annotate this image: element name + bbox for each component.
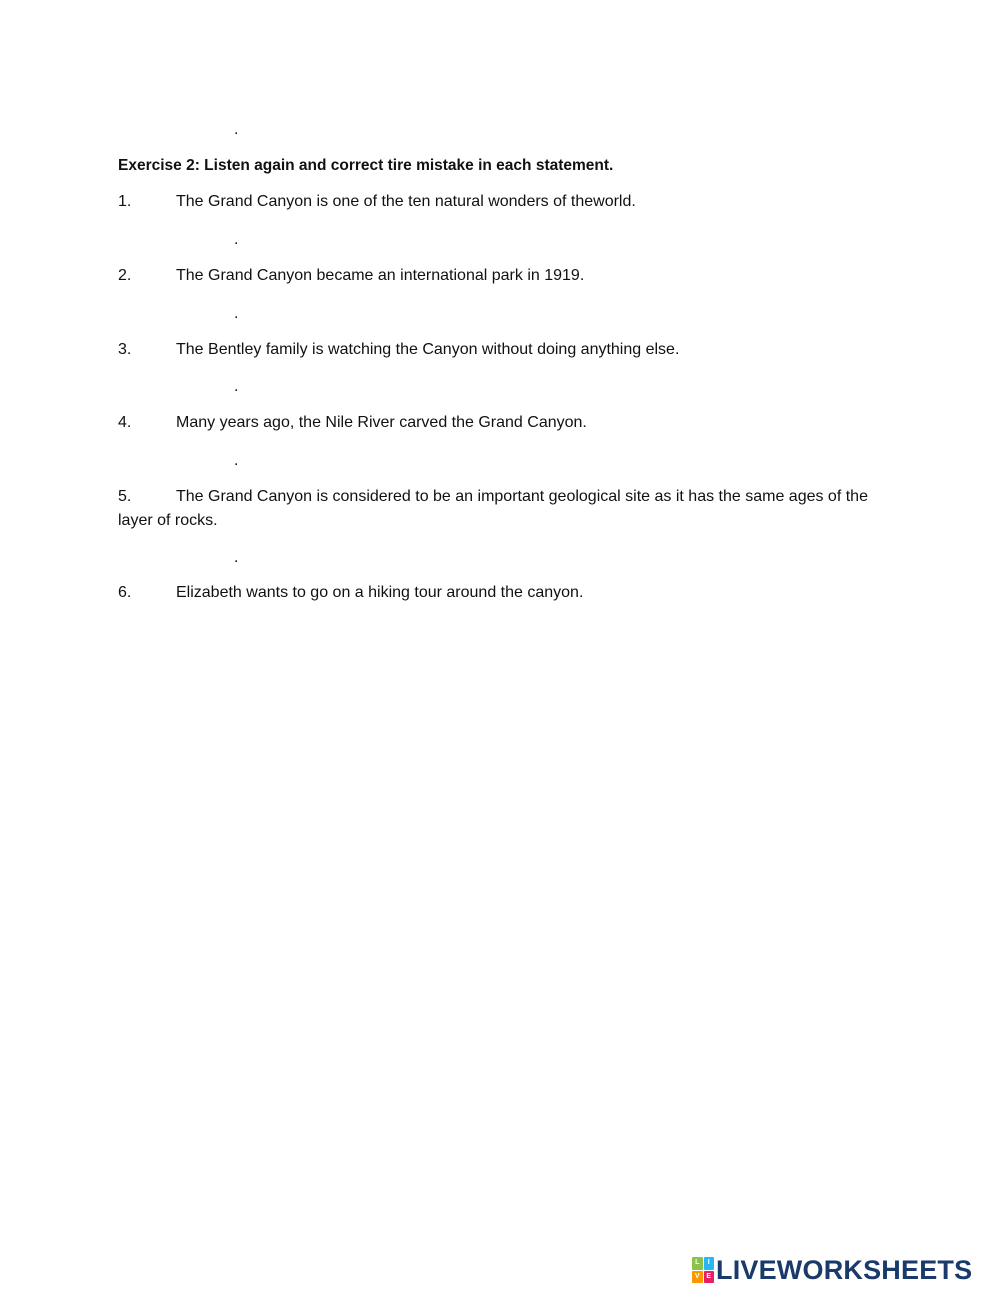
statement-text: Elizabeth wants to go on a hiking tour around the canyon. bbox=[176, 584, 584, 601]
answer-marker: . bbox=[234, 549, 239, 566]
statement-text: The Grand Canyon is considered to be an important geological site as it has the same ages of the layer of rocks. bbox=[118, 488, 868, 529]
statement-item bbox=[118, 485, 888, 533]
answer-marker: . bbox=[234, 231, 239, 248]
liveworksheets-logo bbox=[692, 1253, 972, 1287]
statement-number: 2. bbox=[118, 267, 132, 284]
logo-square-e: E bbox=[704, 1271, 715, 1284]
statement-item bbox=[118, 338, 888, 362]
statement-number: 3. bbox=[118, 341, 132, 358]
statement-number: 5. bbox=[118, 488, 132, 505]
statement-item bbox=[118, 581, 888, 605]
answer-marker: . bbox=[234, 378, 239, 395]
logo-square-i: I bbox=[704, 1257, 715, 1270]
logo-square-v: V bbox=[692, 1271, 703, 1284]
statement-text: The Grand Canyon is one of the ten natural wonders of theworld. bbox=[176, 193, 636, 210]
answer-marker: . bbox=[234, 121, 239, 138]
statement-number: 6. bbox=[118, 584, 132, 601]
answer-marker: . bbox=[234, 452, 239, 469]
statement-item bbox=[118, 411, 888, 435]
statement-number: 4. bbox=[118, 414, 132, 431]
statement-text: The Bentley family is watching the Canyon without doing anything else. bbox=[176, 341, 680, 358]
statement-item bbox=[118, 264, 888, 288]
statement-text: The Grand Canyon became an international park in 1919. bbox=[176, 267, 585, 284]
logo-text: LIVEWORKSHEETS bbox=[716, 1254, 973, 1285]
statement-number: 1. bbox=[118, 193, 132, 210]
statement-item bbox=[118, 190, 888, 214]
logo-square-l: L bbox=[692, 1257, 703, 1270]
answer-marker: . bbox=[234, 305, 239, 322]
logo-mark-icon bbox=[692, 1257, 714, 1283]
statement-text: Many years ago, the Nile River carved the Grand Canyon. bbox=[176, 414, 587, 431]
exercise-title: Exercise 2: Listen again and correct tire mistake in each statement. bbox=[118, 157, 614, 174]
